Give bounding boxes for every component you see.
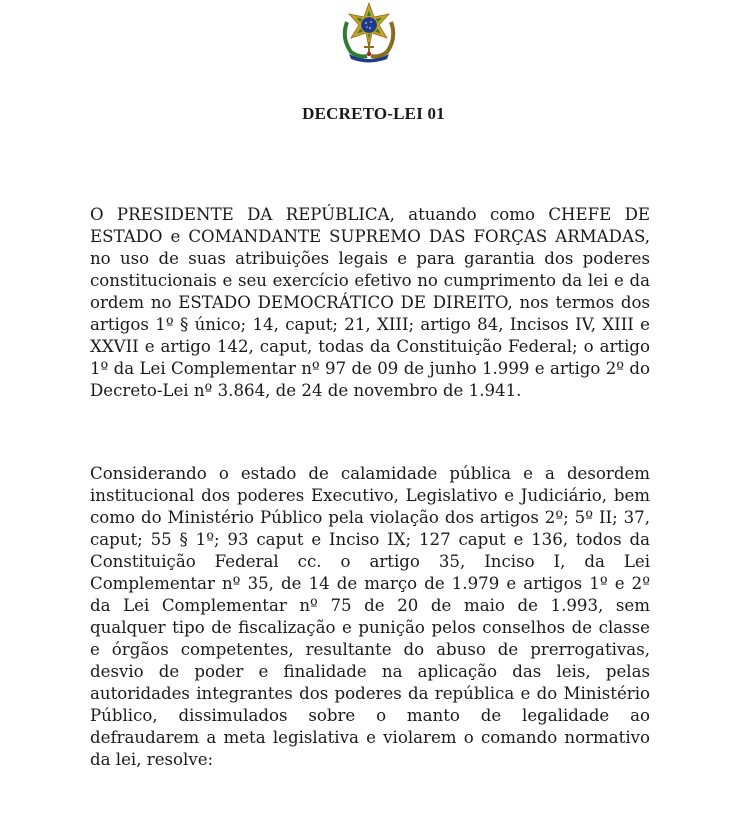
brazil-coat-of-arms-icon: [337, 2, 401, 64]
decree-title: DECRETO-LEI 01: [302, 104, 445, 123]
preamble-paragraph: O PRESIDENTE DA REPÚBLICA, atuando como CHEFE DE ESTADO e COMANDANTE SUPREMO DAS FORÇAS ARMADAS, no uso de suas atribuições legais e para garantia dos poderes constitucionais e seu exercício efetivo no cumprimento da lei e da ordem no ESTADO DEMOCRÁTICO DE DIREITO, nos termos dos artigos 1º § único; 14, caput; 21, XIII; artigo 84, Incisos IV, XIII e XXVII e artigo 142, caput, todas da Constituição Federal; o artigo 1º da Lei Complementar nº 97 de 09 de junho 1.999 e artigo 2º do Decreto-Lei nº 3.864, de 24 de novembro de 1.941.: [90, 205, 650, 400]
considerations-paragraph: Considerando o estado de calamidade pública e a desordem institucional dos poderes Executivo, Legislativo e Judiciário, bem como do Ministério Público pela violação dos artigos 2º; 5º II; 37, caput; 55 § 1º; 93 caput e Inciso IX; 127 caput e 136, todos da Constituição Federal cc. o artigo 35, Inciso I, da Lei Complementar nº 35, de 14 de março de 1.979 e artigos 1º e 2º da Lei Complementar nº 75 de 20 de maio de 1.993, sem qualquer tipo de fiscalização e punição pelos conselhos de classe e órgãos competentes, resultante do abuso de prerrogativas, desvio de poder e finalidade na aplicação das leis, pelas autoridades integrantes dos poderes da república e do Ministério Público, dissimulados sobre o manto de legalidade ao defraudarem a meta legislativa e violarem o comando normativo da lei, resolve:: [90, 464, 650, 769]
